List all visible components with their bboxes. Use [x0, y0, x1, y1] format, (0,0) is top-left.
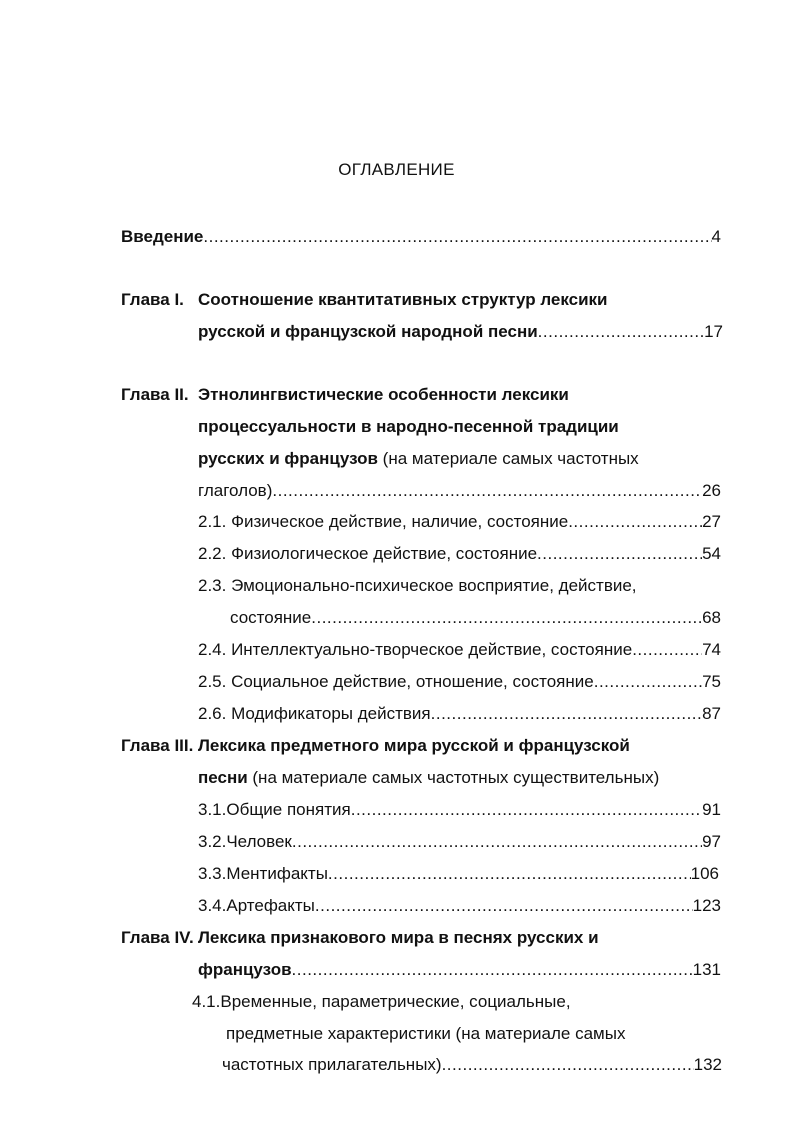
- toc-entry-3-4[interactable]: [198, 895, 721, 917]
- page-number: 132: [693, 1055, 722, 1074]
- chapter-title-line: Лексика предметного мира русской и французской: [198, 736, 630, 755]
- toc-entry-2-3-line: 2.3. Эмоционально-психическое восприятие, действие,: [198, 576, 637, 595]
- entry-title: 2.4. Интеллектуально-творческое действие, состояние: [198, 640, 633, 659]
- leader-dots: [292, 831, 702, 853]
- page-number: 68: [702, 608, 721, 627]
- toc-entry-2-6[interactable]: [198, 703, 721, 725]
- leader-dots: [632, 639, 702, 661]
- page-number: 91: [702, 800, 721, 819]
- entry-title: 3.2.Человек: [198, 832, 292, 851]
- entry-title: французов: [198, 960, 292, 979]
- toc-entry-4-1-line: 4.1.Временные, параметрические, социальные,: [192, 992, 571, 1011]
- page-number: 75: [702, 672, 721, 691]
- page-number: 131: [692, 960, 721, 979]
- chapter-title-line: Соотношение квантитативных структур лексики: [198, 290, 608, 309]
- entry-title: 2.1. Физическое действие, наличие, состояние: [198, 512, 569, 531]
- leader-dots: [311, 607, 702, 629]
- leader-dots: [442, 1054, 694, 1076]
- page-number: 17: [704, 322, 723, 341]
- toc-entry-4-1-line: предметные характеристики (на материале самых: [226, 1024, 626, 1043]
- page-number: 4: [711, 227, 721, 246]
- page-number: 74: [702, 640, 721, 659]
- chapter-title-line: [198, 448, 639, 470]
- toc-entry-2-3[interactable]: [230, 607, 721, 629]
- entry-title: Введение: [121, 227, 204, 246]
- page-number: 123: [692, 896, 721, 915]
- page-number: 106: [690, 864, 719, 883]
- entry-title: русской и французской народной песни: [198, 322, 538, 341]
- chapter-label: Глава III.: [121, 736, 194, 755]
- entry-title: глаголов): [198, 481, 273, 500]
- chapter-title-line: [198, 767, 659, 789]
- toc-entry-3-1[interactable]: [198, 799, 721, 821]
- toc-entry-ch1[interactable]: [198, 321, 723, 343]
- page-number: 54: [702, 544, 721, 563]
- leader-dots: [537, 543, 702, 565]
- leader-dots: [203, 226, 711, 248]
- page-number: 26: [702, 481, 721, 500]
- entry-title: частотных прилагательных): [222, 1055, 442, 1074]
- page-number: 97: [702, 832, 721, 851]
- entry-title: 3.1.Общие понятия: [198, 800, 351, 819]
- chapter-label: Глава IV.: [121, 928, 194, 947]
- toc-entry-2-2[interactable]: [198, 543, 721, 565]
- toc-entry-intro[interactable]: [121, 226, 721, 248]
- entry-title: состояние: [230, 608, 312, 627]
- leader-dots: [594, 671, 702, 693]
- chapter-title-note: (на материале самых частотных: [377, 449, 639, 468]
- entry-title: 2.5. Социальное действие, отношение, состояние: [198, 672, 594, 691]
- toc-entry-ch2[interactable]: [198, 480, 721, 502]
- toc-entry-2-4[interactable]: [198, 639, 721, 661]
- chapter-label: Глава II.: [121, 385, 189, 404]
- toc-entry-4-1[interactable]: [222, 1054, 722, 1076]
- leader-dots: [568, 511, 702, 533]
- toc-entry-2-5[interactable]: [198, 671, 721, 693]
- page-number: 27: [702, 512, 721, 531]
- chapter-title-line: процессуальности в народно-песенной традиции: [198, 417, 619, 436]
- entry-title: 3.4.Артефакты: [198, 896, 315, 915]
- page-number: 87: [702, 704, 721, 723]
- chapter-title-note: (на материале самых частотных существительных): [247, 768, 660, 787]
- chapter-title-line: Этнолингвистические особенности лексики: [198, 385, 569, 404]
- leader-dots: [351, 799, 702, 821]
- leader-dots: [538, 321, 704, 343]
- leader-dots: [328, 863, 691, 885]
- leader-dots: [272, 480, 702, 502]
- leader-dots: [315, 895, 693, 917]
- chapter-title-bold: песни: [198, 768, 248, 787]
- toc-entry-ch4[interactable]: [198, 959, 721, 981]
- leader-dots: [292, 959, 693, 981]
- toc-entry-3-2[interactable]: [198, 831, 721, 853]
- leader-dots: [431, 703, 702, 725]
- entry-title: 2.2. Физиологическое действие, состояние: [198, 544, 538, 563]
- chapter-title-bold: русских и французов: [198, 449, 378, 468]
- chapter-label: Глава I.: [121, 290, 184, 309]
- entry-title: 3.3.Ментифакты: [198, 864, 328, 883]
- toc-entry-2-1[interactable]: [198, 511, 721, 533]
- entry-title: 2.6. Модификаторы действия: [198, 704, 431, 723]
- page-title: ОГЛАВЛЕНИЕ: [338, 160, 455, 179]
- toc-entry-3-3[interactable]: [198, 863, 719, 885]
- chapter-title-line: Лексика признакового мира в песнях русских и: [198, 928, 599, 947]
